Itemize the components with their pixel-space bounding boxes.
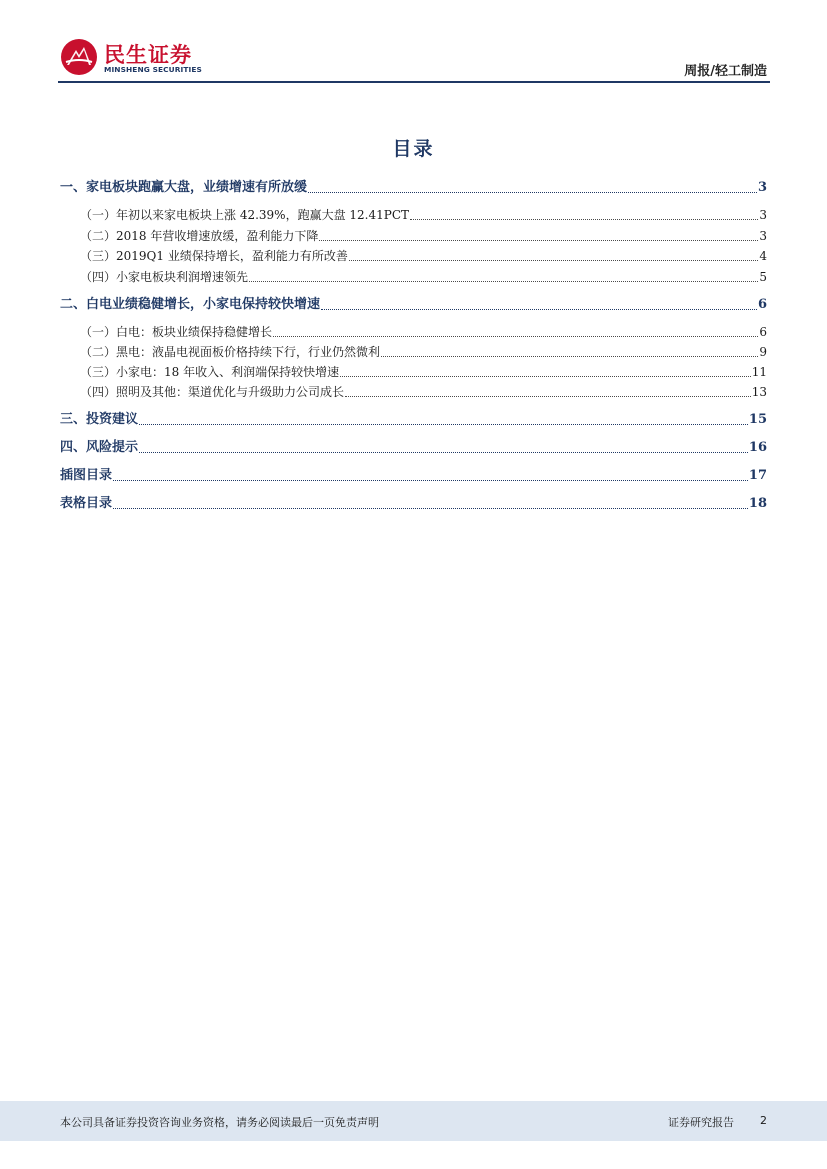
toc-entry-subsection[interactable] bbox=[80, 364, 767, 380]
toc-title: 目录 bbox=[392, 138, 435, 160]
toc-entry-text: （三）2019Q1 业绩保持增长，盈利能力有所改善 bbox=[80, 249, 348, 263]
toc-entry-text: 四、风险提示 bbox=[60, 440, 139, 455]
toc-entry-subsection[interactable] bbox=[80, 269, 767, 285]
toc-leader-dots bbox=[349, 259, 759, 261]
toc-leader-dots bbox=[381, 355, 758, 357]
toc-leader-dots bbox=[139, 451, 748, 453]
toc-entry-text: （一）白电：板块业绩保持稳健增长 bbox=[80, 325, 273, 339]
company-logo bbox=[60, 38, 220, 78]
toc-entry-text: （四）小家电板块利润增速领先 bbox=[80, 270, 249, 284]
toc-entry-subsection[interactable] bbox=[80, 228, 767, 244]
toc-entry-page: 5 bbox=[759, 270, 767, 284]
toc-entry-text: 一、家电板块跑赢大盘，业绩增速有所放缓 bbox=[60, 180, 308, 195]
minsheng-emblem-icon bbox=[60, 38, 98, 76]
toc-entry-section-3[interactable] bbox=[60, 412, 767, 428]
toc-leader-dots bbox=[345, 395, 751, 397]
toc-leader-dots bbox=[308, 191, 757, 193]
toc-entry-page: 6 bbox=[757, 297, 767, 312]
toc-entry-text: （一）年初以来家电板块上涨 42.39%，跑赢大盘 12.41PCT bbox=[80, 208, 409, 222]
toc-entry-page: 3 bbox=[759, 208, 767, 222]
toc-entry-text: 三、投资建议 bbox=[60, 412, 139, 427]
toc-leader-dots bbox=[113, 507, 748, 509]
toc-entry-page: 13 bbox=[751, 385, 767, 399]
toc-entry-subsection[interactable] bbox=[80, 248, 767, 264]
footer-doc-type: 证券研究报告 bbox=[668, 1116, 734, 1129]
toc-leader-dots bbox=[113, 479, 748, 481]
toc-entry-text: 插图目录 bbox=[60, 468, 113, 483]
toc-entry-page: 6 bbox=[759, 325, 767, 339]
toc-entry-section-1[interactable] bbox=[60, 180, 767, 196]
toc-leader-dots bbox=[273, 335, 758, 337]
header-divider bbox=[58, 81, 770, 83]
toc-entry-page: 4 bbox=[759, 249, 767, 263]
toc-entry-subsection[interactable] bbox=[80, 324, 767, 340]
toc-leader-dots bbox=[410, 218, 758, 220]
page-header bbox=[0, 0, 827, 84]
toc-entry-page: 3 bbox=[759, 229, 767, 243]
toc-entry-page: 16 bbox=[748, 440, 767, 455]
toc-entry-page: 9 bbox=[759, 345, 767, 359]
toc-entry-table-list[interactable] bbox=[60, 496, 767, 512]
toc-leader-dots bbox=[340, 375, 751, 377]
footer-disclaimer: 本公司具备证券投资咨询业务资格，请务必阅读最后一页免责声明 bbox=[60, 1116, 379, 1129]
toc-entry-page: 3 bbox=[757, 180, 767, 195]
page-footer bbox=[0, 1101, 827, 1141]
toc-leader-dots bbox=[249, 280, 758, 282]
toc-leader-dots bbox=[321, 308, 757, 310]
toc-entry-text: （四）照明及其他：渠道优化与升级助力公司成长 bbox=[80, 385, 345, 399]
toc-leader-dots bbox=[139, 423, 748, 425]
footer-page-number: 2 bbox=[760, 1114, 767, 1127]
logo-chinese-name: 民生证券 bbox=[104, 43, 192, 67]
toc-entry-text: （二）黑电：液晶电视面板价格持续下行，行业仍然微利 bbox=[80, 345, 381, 359]
report-category: 周报/轻工制造 bbox=[684, 64, 767, 79]
toc-entry-text: 表格目录 bbox=[60, 496, 113, 511]
toc-leader-dots bbox=[319, 239, 758, 241]
toc-entry-subsection[interactable] bbox=[80, 384, 767, 400]
toc-entry-text: 二、白电业绩稳健增长，小家电保持较快增速 bbox=[60, 297, 321, 312]
logo-english-name: MINSHENG SECURITIES bbox=[104, 65, 202, 74]
toc-entry-section-2[interactable] bbox=[60, 297, 767, 313]
toc-entry-page: 17 bbox=[748, 468, 767, 483]
toc-entry-subsection[interactable] bbox=[80, 207, 767, 223]
toc-entry-page: 18 bbox=[748, 496, 767, 511]
toc-entry-page: 11 bbox=[751, 365, 767, 379]
toc-entry-page: 15 bbox=[748, 412, 767, 427]
toc-entry-subsection[interactable] bbox=[80, 344, 767, 360]
toc-entry-text: （三）小家电：18 年收入、利润端保持较快增速 bbox=[80, 365, 340, 379]
toc-entry-text: （二）2018 年营收增速放缓，盈利能力下降 bbox=[80, 229, 319, 243]
toc-entry-figure-list[interactable] bbox=[60, 468, 767, 484]
toc-entry-section-4[interactable] bbox=[60, 440, 767, 456]
